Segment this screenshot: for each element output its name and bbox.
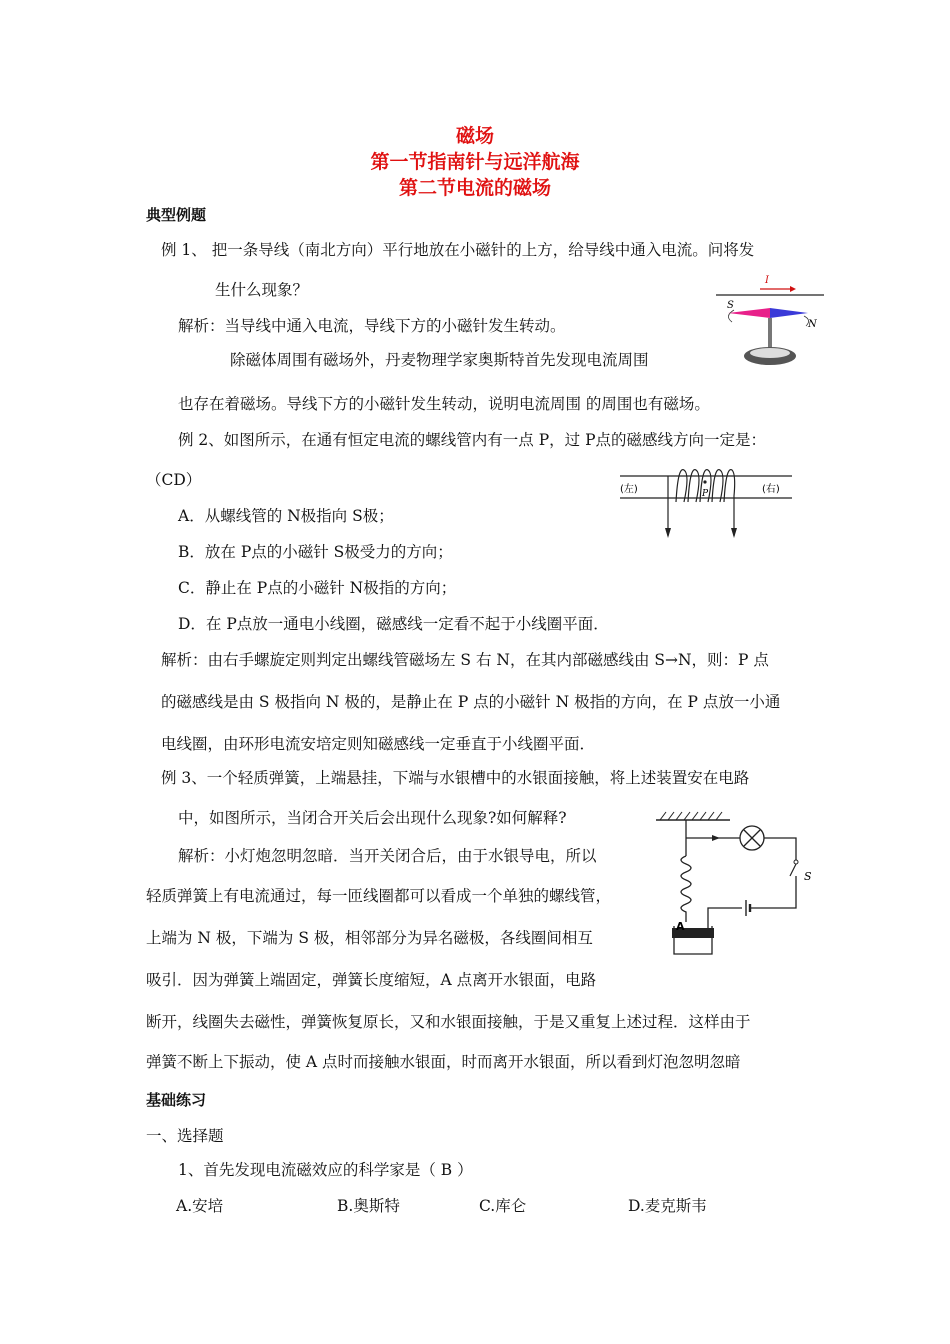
ex1-answer-line1: 解析：当导线中通入电流，导线下方的小磁针发生转动。	[178, 317, 566, 335]
switch-label: S	[804, 870, 812, 883]
ex3-answer-line5: 断开，线圈失去磁性，弹簧恢复原长，又和水银面接触，于是又重复上述过程．这样由于	[146, 1013, 751, 1031]
q1-option-b: B.奥斯特	[337, 1197, 400, 1215]
solenoid-figure	[612, 466, 797, 542]
point-p-label: P	[702, 489, 709, 499]
north-label: N	[808, 319, 817, 330]
practice-heading: 基础练习	[146, 1091, 207, 1109]
examples-heading: 典型例题	[146, 206, 207, 224]
ex3-answer-line2: 轻质弹簧上有电流通过，每一匝线圈都可以看成一个单独的螺线管，	[146, 887, 612, 905]
ex2-option-a: A．从螺线管的 N极指向 S极；	[178, 507, 394, 525]
spring-circuit-figure	[650, 804, 820, 964]
q1-stem: 1、首先发现电流磁效应的科学家是（ B ）	[178, 1161, 473, 1179]
ex2-answer-line2: 的磁感线是由 S 极指向 N 极的，是静止在 P 点的小磁针 N 极指的方向，在 P 点放一小通	[161, 693, 781, 711]
current-label: I	[765, 275, 769, 286]
left-label: (左)	[620, 484, 638, 495]
ex2-option-c: C．静止在 P点的小磁针 N极指的方向；	[178, 579, 457, 597]
ex1-question-line1: 例 1、 把一条导线（南北方向）平行地放在小磁针的上方，给导线中通入电流。问将发	[161, 241, 755, 259]
ex1-answer-line3: 也存在着磁场。导线下方的小磁针发生转动，说明电流周围 的周围也有磁场。	[178, 395, 710, 413]
ex3-question-line1: 例 3、一个轻质弹簧，上端悬挂，下端与水银槽中的水银面接触，将上述装置安在电路	[161, 769, 750, 787]
ex2-option-d: D．在 P点放一通电小线圈，磁感线一定看不起于小线圈平面．	[178, 615, 609, 633]
ex3-question-line2: 中，如图所示，当闭合开关后会出现什么现象?如何解释?	[178, 809, 567, 827]
section-title-1: 第一节指南针与远洋航海	[370, 151, 580, 173]
compass-wire-figure	[712, 270, 827, 370]
section-title-2: 第二节电流的磁场	[398, 177, 551, 199]
right-label: (右)	[762, 484, 780, 495]
ex3-answer-line1: 解析：小灯炮忽明忽暗．当开关闭合后，由于水银导电，所以	[178, 847, 597, 865]
ex2-answer-line3: 电线圈，由环形电流安培定则知磁感线一定垂直于小线圈平面．	[161, 735, 596, 753]
ex3-answer-line4: 吸引．因为弹簧上端固定，弹簧长度缩短，A 点离开水银面，电路	[146, 971, 597, 989]
page-title: 磁场	[455, 125, 494, 147]
ex2-answer-line1: 解析：由右手螺旋定则判定出螺线管磁场左 S 右 N，在其内部磁感线由 S→N，则：P 点	[161, 651, 769, 669]
south-label: S	[727, 300, 734, 311]
ex2-question-line1: 例 2、如图所示，在通有恒定电流的螺线管内有一点 P，过 P点的磁感线方向一定是：	[178, 431, 767, 449]
point-a-label: A	[676, 920, 685, 933]
ex1-question-line2: 生什么现象？	[215, 281, 309, 299]
ex2-answer-key: （CD）	[146, 471, 202, 489]
ex2-option-b: B．放在 P点的小磁针 S极受力的方向；	[178, 543, 453, 561]
ex3-answer-line3: 上端为 N 极，下端为 S 极，相邻部分为异名磁极，各线圈间相互	[146, 929, 593, 947]
q1-option-a: A.安培	[176, 1197, 224, 1215]
q1-option-c: C.库仑	[479, 1197, 527, 1215]
choice-section-label: 一、选择题	[146, 1127, 224, 1145]
q1-option-d: D.麦克斯韦	[628, 1197, 707, 1215]
ex3-answer-line6: 弹簧不断上下振动，使 A 点时而接触水银面，时而离开水银面，所以看到灯泡忽明忽暗	[146, 1053, 741, 1071]
ex1-answer-line2: 除磁体周围有磁场外，丹麦物理学家奥斯特首先发现电流周围	[230, 351, 649, 369]
